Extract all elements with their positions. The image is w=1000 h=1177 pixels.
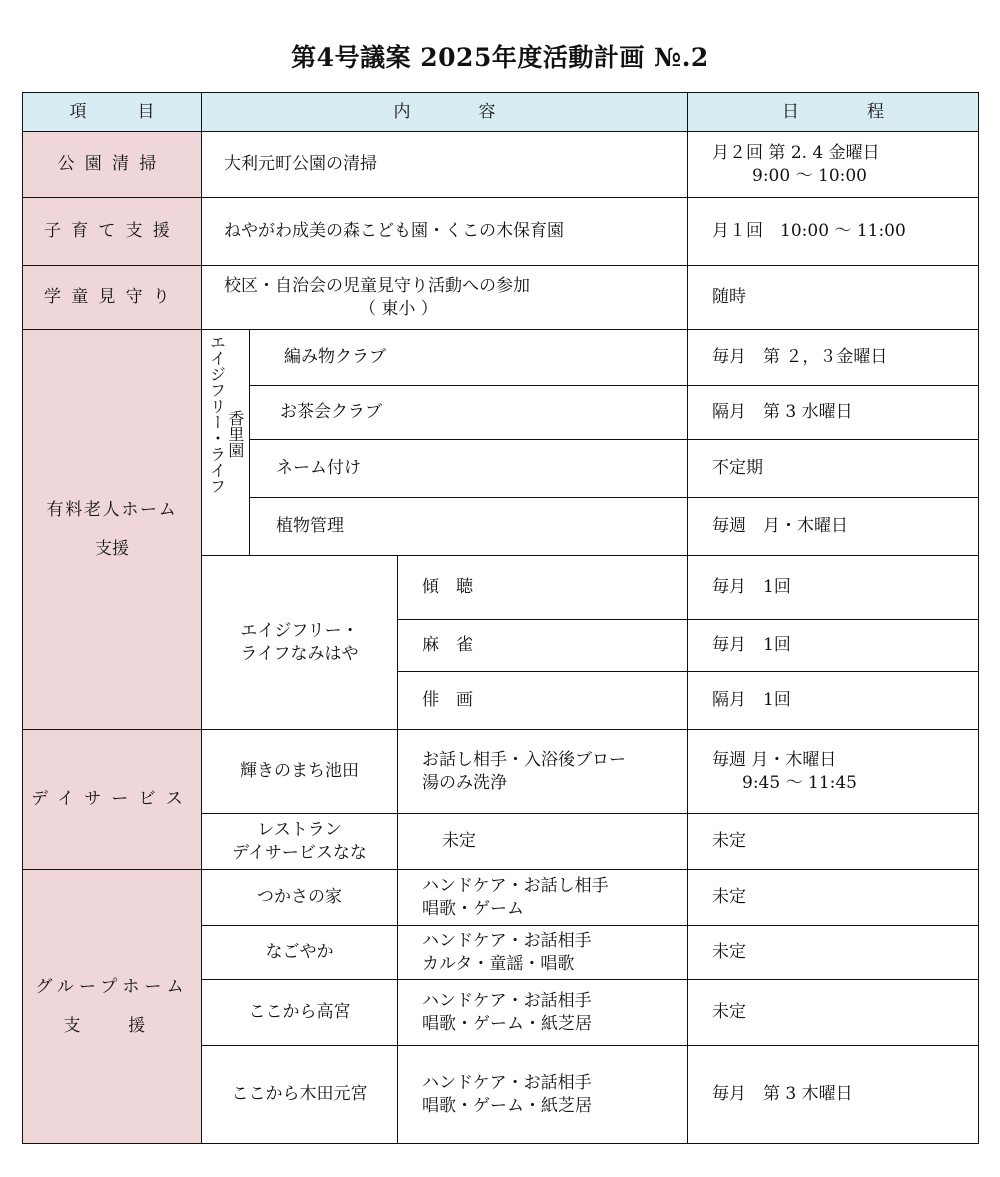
content-cell xyxy=(202,266,688,330)
content-cell: 傾 聴 xyxy=(398,556,688,620)
table-row xyxy=(23,730,979,814)
schedule-cell: 毎週 月・木曜日 xyxy=(688,498,979,556)
content-cell: ネーム付け xyxy=(250,440,688,498)
page-title: 第4号議案 2025年度活動計画 №.2 xyxy=(291,43,709,72)
table-row xyxy=(23,266,979,330)
schedule-cell: 随時 xyxy=(688,266,979,330)
schedule-cell: 未定 xyxy=(688,870,979,926)
place-line: レストラン xyxy=(257,820,342,841)
category-group-home xyxy=(23,870,202,1144)
header-schedule: 日 程 xyxy=(688,93,979,132)
schedule-line: 毎週 月・木曜日 xyxy=(712,750,837,771)
content-line: ハンドケア・お話相手 xyxy=(422,931,592,952)
schedule-cell: 未定 xyxy=(688,814,979,870)
namihaya-label-line: エイジフリー・ xyxy=(240,621,359,642)
content-line: ハンドケア・お話し相手 xyxy=(422,876,609,897)
schedule-cell: 毎月 第 ２，３金曜日 xyxy=(688,330,979,386)
category-line: 有料老人ホーム xyxy=(46,500,178,521)
content-cell xyxy=(398,870,688,926)
table-row xyxy=(23,870,979,926)
content-line: 湯のみ洗浄 xyxy=(422,772,507,793)
content-cell: 俳 画 xyxy=(398,672,688,730)
place-cell: 輝きのまち池田 xyxy=(202,730,398,814)
namihaya-label xyxy=(202,556,398,730)
content-line: ハンドケア・お話相手 xyxy=(422,991,592,1012)
category-line: グループホーム xyxy=(35,977,189,998)
kazato-label-line: 香里園 xyxy=(225,410,245,458)
place-cell xyxy=(202,814,398,870)
place-cell: ここから木田元宮 xyxy=(202,1046,398,1144)
schedule-cell: 隔月 1回 xyxy=(688,672,979,730)
content-cell xyxy=(398,1046,688,1144)
header-item: 項 目 xyxy=(23,93,202,132)
schedule-cell xyxy=(688,132,979,198)
schedule-cell xyxy=(688,730,979,814)
header-content: 内 容 xyxy=(202,93,688,132)
schedule-cell: 未定 xyxy=(688,980,979,1046)
content-cell: ねやがわ成美の森こども園・くこの木保育園 xyxy=(202,198,688,266)
table-row xyxy=(23,198,979,266)
schedule-cell: 不定期 xyxy=(688,440,979,498)
place-line: デイサービスなな xyxy=(232,842,367,863)
category-day-service: デイサービス xyxy=(23,730,202,870)
schedule-line: 9:45 〜 11:45 xyxy=(742,772,857,793)
place-cell: なごやか xyxy=(202,926,398,980)
content-line: 校区・自治会の児童見守り活動への参加 xyxy=(224,276,530,297)
category-nursing xyxy=(23,330,202,730)
header-row xyxy=(23,93,979,132)
kazato-label-line: エイジフリー・ライフ xyxy=(207,334,227,494)
kazato-label xyxy=(202,330,250,556)
schedule-cell: 毎月 第 3 木曜日 xyxy=(688,1046,979,1144)
place-cell: ここから高宮 xyxy=(202,980,398,1046)
content-line: 唱歌・ゲーム・紙芝居 xyxy=(422,1095,592,1116)
schedule-line: 月２回 第 2. 4 金曜日 xyxy=(712,143,880,164)
schedule-cell: 毎月 1回 xyxy=(688,556,979,620)
category-line: 支 援 xyxy=(63,1015,161,1036)
content-line: カルタ・童謡・唱歌 xyxy=(422,953,575,974)
namihaya-label-line: ライフなみはや xyxy=(240,643,359,664)
content-line: お話し相手・入浴後ブロー xyxy=(422,750,626,771)
activity-plan-table xyxy=(22,92,979,1144)
content-line: 唱歌・ゲーム xyxy=(422,898,524,919)
content-line: 唱歌・ゲーム・紙芝居 xyxy=(422,1013,592,1034)
category-line: 支援 xyxy=(95,538,129,559)
content-cell xyxy=(398,980,688,1046)
table-row xyxy=(23,132,979,198)
content-line: （ 東小 ） xyxy=(359,298,438,319)
content-cell: 大利元町公園の清掃 xyxy=(202,132,688,198)
schedule-cell: 月１回 10:00 〜 11:00 xyxy=(688,198,979,266)
schedule-line: 9:00 〜 10:00 xyxy=(752,165,867,186)
category-child: 子育て支援 xyxy=(23,198,202,266)
content-cell: 植物管理 xyxy=(250,498,688,556)
content-line: ハンドケア・お話相手 xyxy=(422,1073,592,1094)
category-school: 学童見守り xyxy=(23,266,202,330)
content-cell: お茶会クラブ xyxy=(250,386,688,440)
category-park: 公園清掃 xyxy=(23,132,202,198)
content-cell: 未定 xyxy=(398,814,688,870)
place-cell: つかさの家 xyxy=(202,870,398,926)
schedule-cell: 毎月 1回 xyxy=(688,620,979,672)
content-cell: 麻 雀 xyxy=(398,620,688,672)
content-cell xyxy=(398,730,688,814)
schedule-cell: 隔月 第 3 水曜日 xyxy=(688,386,979,440)
content-cell xyxy=(398,926,688,980)
table-row xyxy=(23,330,979,386)
schedule-cell: 未定 xyxy=(688,926,979,980)
content-cell: 編み物クラブ xyxy=(250,330,688,386)
